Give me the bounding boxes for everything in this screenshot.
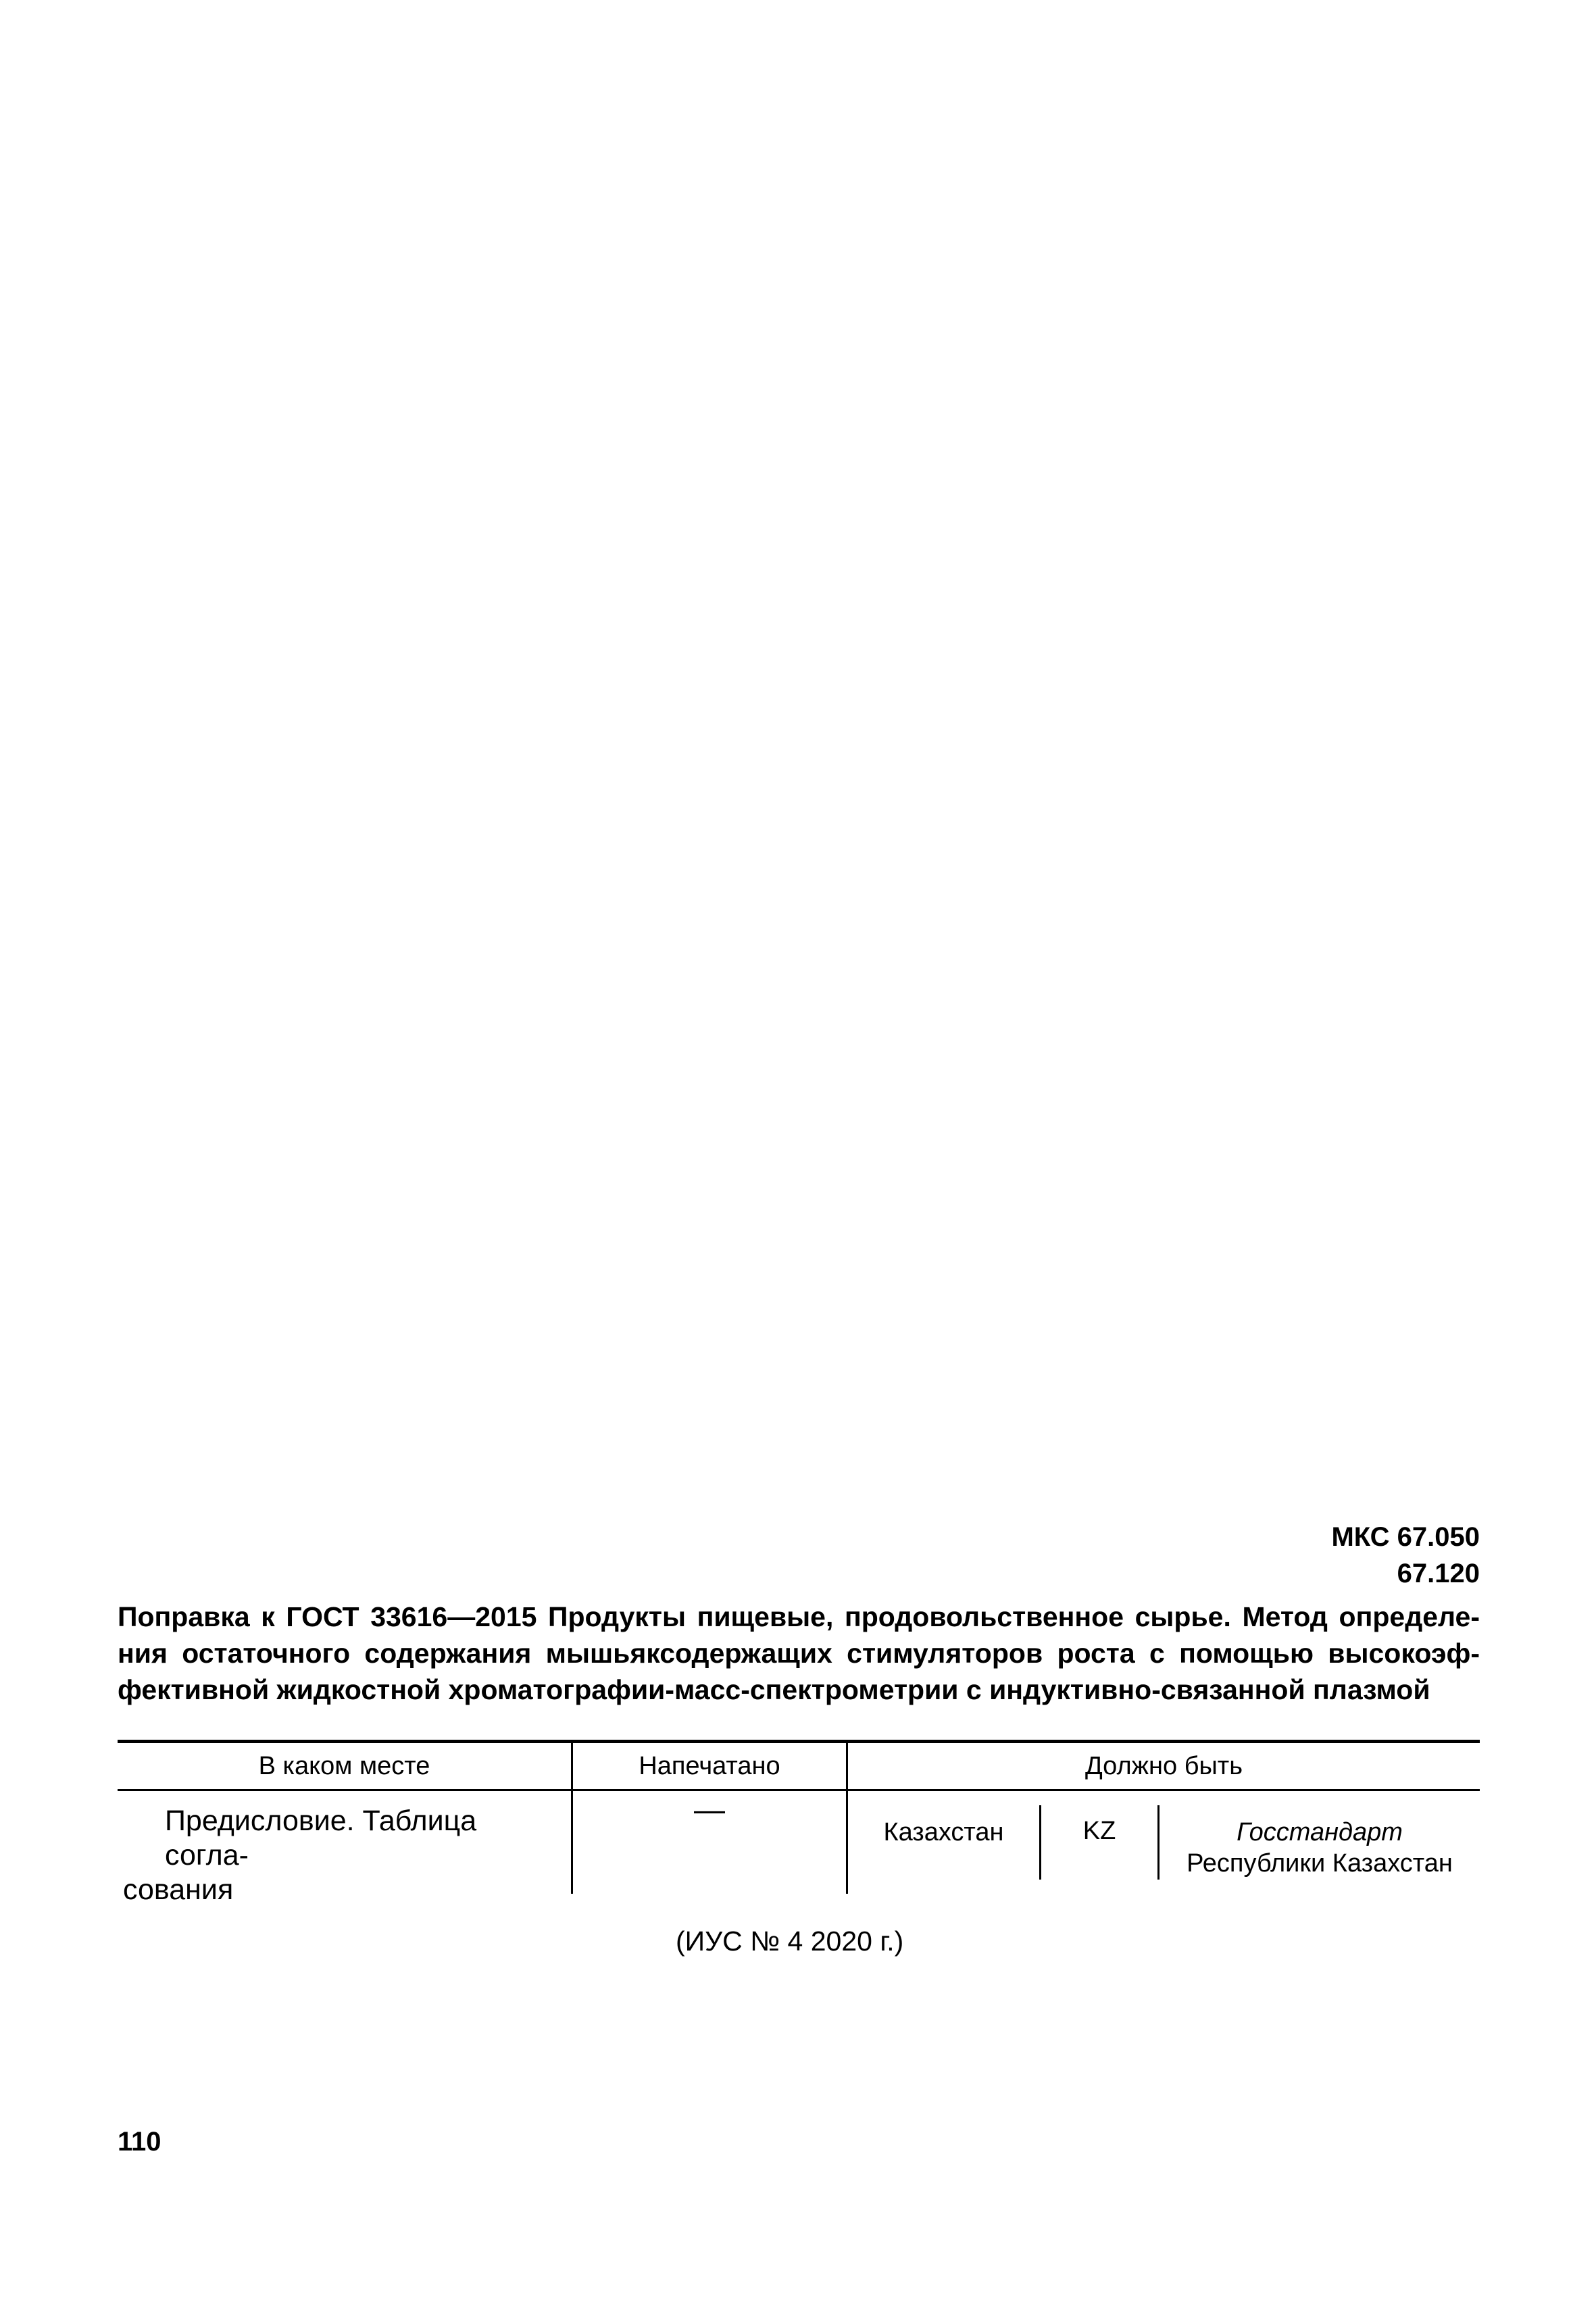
table-top-rule [118, 1740, 1480, 1743]
amendment-title-line-2: ния остаточного содержания мышьяксодержащих стимуляторов роста с помощью высокоэф- [118, 1638, 1480, 1669]
page-number: 110 [118, 2127, 161, 2157]
classification-code-1: МКС 67.050 [1331, 1522, 1480, 1552]
table-header-location: В каком месте [258, 1752, 430, 1780]
classification-codes [1331, 1519, 1480, 1592]
amendment-title [118, 1599, 1480, 1708]
table-cell-location-line-1: Предисловие. Таблица согла- [165, 1805, 477, 1871]
table-cell-body-line-1: Госстандарт [1237, 1818, 1403, 1846]
table-cell-body-line-2: Республики Казахстан [1187, 1849, 1453, 1878]
classification-code-2: 67.120 [1397, 1559, 1480, 1588]
table-cell-country: Казахстан [883, 1818, 1004, 1846]
amendment-title-line-1: Поправка к ГОСТ 33616—2015 Продукты пищевые, продовольственное сырье. Метод определе- [118, 1601, 1480, 1632]
table-header-rule [118, 1789, 1480, 1791]
table-cell-location-line-2: сования [123, 1873, 234, 1906]
table-cell-body [1159, 1817, 1480, 1879]
table-header-should-be: Должно быть [1084, 1752, 1243, 1780]
table-cell-printed: — [694, 1792, 725, 1827]
amendment-title-line-3: фективной жидкостной хроматографии-масс-спектрометрии с индуктивно-связанной плазмой [118, 1674, 1430, 1705]
source-reference: (ИУС № 4 2020 г.) [676, 1926, 904, 1957]
table-cell-code: KZ [1082, 1817, 1116, 1845]
table-cell-location [123, 1804, 562, 1907]
table-header-printed: Напечатано [639, 1752, 780, 1780]
